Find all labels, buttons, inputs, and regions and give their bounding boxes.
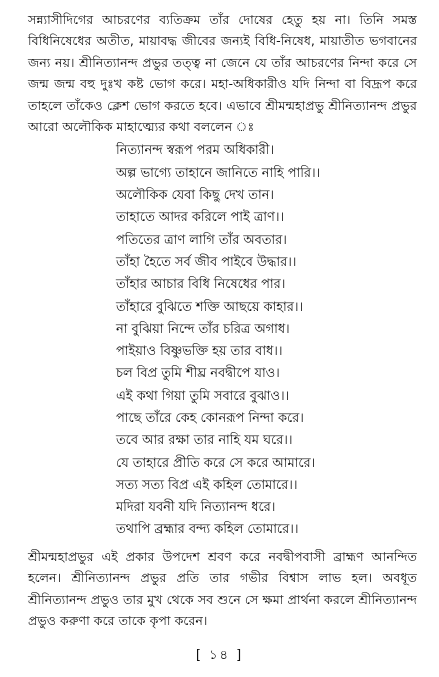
verse-line: পাইয়াও বিষ্ণুভক্তি হয় তার বাধ।। [116, 344, 283, 360]
verse-block [116, 140, 417, 541]
closing-paragraph: শ্রীমন্মহাপ্রভুর এই প্রকার উপদেশ শ্রবণ করে নবদ্বীপবাসী ব্রাহ্মণ আনন্দিত হলেন। শ্রীনিত্যানন্দ প্রভুর প্রতি তার গভীর বিশ্বাস লাভ হল। অবধূত শ্রীনিত্যানন্দ প্রভুও তার মুখ থেকে সব শুনে সে ক্ষমা প্রার্থনা করলে শ্রীনিত্যানন্দ প্রভুও করুণা করে তাকে কৃপা করেন। [28, 548, 417, 628]
verse-line: পতিতের ত্রাণ লাগি তাঁর অবতার। [116, 232, 287, 248]
verse-line: চল বিপ্র তুমি শীঘ্র নবদ্বীপে যাও। [116, 366, 280, 382]
verse-line: মদিরা যবনী যদি নিত্যানন্দ ধরে। [116, 500, 276, 516]
verse-line: এই কথা গিয়া তুমি সবারে বুঝাও।। [116, 388, 290, 404]
verse-line: সত্য সত্য বিপ্র এই কহিল তোমারে।। [116, 477, 298, 493]
verse-line: তবে আর রক্ষা তার নাহি যম ঘরে।। [116, 433, 293, 449]
verse-line: তাঁহারে বুঝিতে শক্তি আছয়ে কাহার।। [116, 299, 304, 315]
verse-line: অল্প ভাগ্যে তাহানে জানিতে নাহি পারি।। [116, 165, 321, 181]
page-number: [ ১৪ ] [195, 648, 244, 663]
verse-line: না বুঝিয়া নিন্দে তাঁর চরিত্র অগাধ। [116, 321, 290, 337]
verse-line: যে তাহারে প্রীতি করে সে করে আমারে। [116, 455, 316, 471]
verse-line: তাঁহার আচার বিধি নিষেধের পার। [116, 277, 286, 293]
verse-line: নিত্যানন্দ স্বরূপ পরম অধিকারী। [116, 143, 275, 159]
intro-paragraph: সন্ন্যাসীদিগের আচরণের ব্যতিক্রম তাঁর দোষের হেতু হয় না। তিনি সমস্ত বিধিনিষেধের অতীত, মায়াবদ্ধ জীবের জন্যই বিধি-নিষেধ, মায়াতীত ভগবানের জন্য নয়। শ্রীনিত্যানন্দ প্রভুর তত্ত্ব না জেনে যে তাঁর আচরণের নিন্দা করে সে জন্ম জন্ম বহু দুঃখ কষ্ট ভোগ করে। মহা-অধিকারীও যদি নিন্দা বা বিদ্রূপ করে তাহলে তাঁকেও ক্লেশ ভোগ করতে হবে। এভাবে শ্রীমন্মহাপ্রভু শ্রীনিত্যানন্দ প্রভুর আরো অলৌকিক মাহাত্ম্যের কথা বললেন ঃ [28, 12, 417, 135]
verse-line: তাহাতে আদর করিলে পাই ত্রাণ।। [116, 210, 285, 226]
verse-line: পাছে তাঁরে কেহ কোনরূপ নিন্দা করে। [116, 411, 304, 426]
verse-line: তাঁহা হৈতে সর্ব জীব পাইবে উদ্ধার।। [116, 254, 297, 270]
verse-line: তথাপি ব্রহ্মার বন্দ্য কহিল তোমারে।। [116, 522, 299, 538]
verse-line: অলৌকিক যেবা কিছু দেখ তান। [116, 188, 275, 204]
